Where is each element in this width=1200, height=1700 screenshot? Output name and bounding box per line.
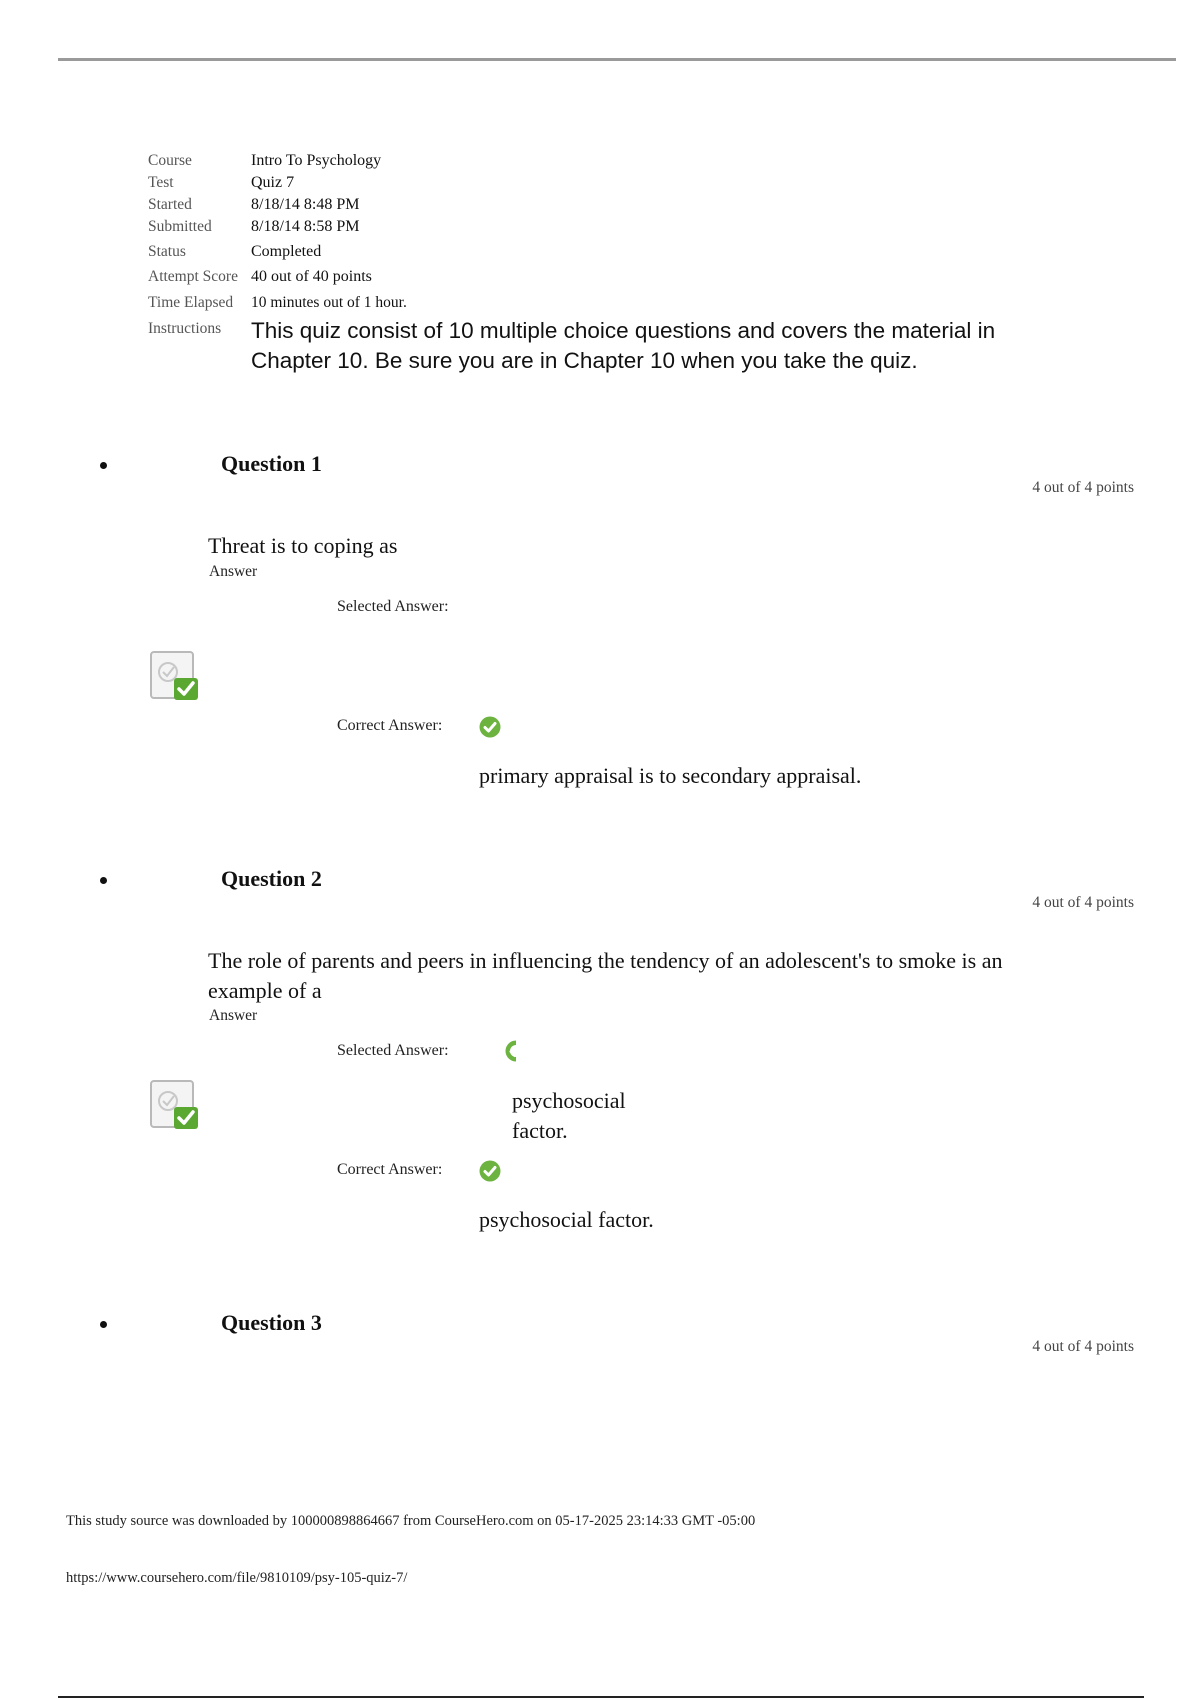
check-circle-icon (479, 716, 501, 738)
top-rule (58, 58, 1176, 61)
bullet (100, 1321, 107, 1328)
question-points: 4 out of 4 points (1032, 479, 1134, 496)
meta-row-submitted (148, 216, 1048, 238)
meta-value: 8/18/14 8:58 PM (251, 218, 360, 235)
meta-label: Course (148, 152, 192, 169)
question-title: Question 2 (221, 866, 322, 891)
correct-result-icon (149, 1079, 201, 1131)
correct-answer-text: primary appraisal is to secondary appraisal. (479, 763, 862, 788)
correct-answer-label: Correct Answer: (337, 1161, 443, 1178)
meta-row-started (148, 194, 1048, 216)
test-metadata (148, 150, 1048, 376)
selected-answer-label: Selected Answer: (337, 598, 449, 615)
meta-label: Test (148, 174, 174, 191)
correct-result-icon (149, 650, 201, 702)
meta-label: Attempt Score (148, 268, 238, 285)
selected-answer-label: Selected Answer: (337, 1042, 449, 1059)
check-circle-icon (505, 1040, 527, 1062)
meta-value: Quiz 7 (251, 174, 295, 191)
meta-label: Status (148, 243, 186, 260)
correct-answer-text: psychosocial factor. (479, 1207, 654, 1232)
meta-label: Instructions (148, 320, 222, 337)
meta-row-status (148, 241, 1048, 263)
question-points: 4 out of 4 points (1032, 894, 1134, 911)
meta-row-attempt-score (148, 266, 1048, 288)
footer-url-link[interactable]: https://www.coursehero.com/file/9810109/psy-105-quiz-7/ (66, 1570, 408, 1586)
question-points: 4 out of 4 points (1032, 1338, 1134, 1355)
selected-answer-text: psychosocial factor. (512, 1088, 626, 1143)
question-text: The role of parents and peers in influencing the tendency of an adolescent's to smoke is an example of a (208, 948, 1003, 1003)
meta-label: Submitted (148, 218, 212, 235)
answer-label: Answer (209, 1007, 258, 1024)
check-circle-icon (479, 1160, 501, 1182)
footer-source-text: This study source was downloaded by 100000898864667 from CourseHero.com on 05-17-2025 23:14:33 GMT -05:00 (66, 1513, 756, 1529)
bullet (100, 877, 107, 884)
meta-value: Intro To Psychology (251, 152, 382, 169)
bullet (100, 462, 107, 469)
meta-row-course (148, 150, 1048, 172)
question-title: Question 3 (221, 1310, 322, 1335)
correct-answer-label: Correct Answer: (337, 717, 443, 734)
instructions-text: This quiz consist of 10 multiple choice questions and covers the material in Chapter 10. Be sure you are in Chapter 10 when you take the quiz. (251, 318, 996, 373)
meta-row-time-elapsed (148, 292, 1048, 314)
meta-label: Time Elapsed (148, 294, 234, 311)
meta-label: Started (148, 196, 192, 213)
question-text: Threat is to coping as (208, 533, 398, 558)
meta-value: Completed (251, 243, 322, 260)
meta-value: 8/18/14 8:48 PM (251, 196, 360, 213)
meta-row-instructions (148, 318, 1048, 376)
meta-row-test (148, 172, 1048, 194)
meta-value: 40 out of 40 points (251, 268, 372, 285)
meta-value: 10 minutes out of 1 hour. (251, 294, 407, 311)
answer-label: Answer (209, 563, 258, 580)
question-title: Question 1 (221, 451, 322, 476)
bottom-rule (58, 1696, 1144, 1698)
